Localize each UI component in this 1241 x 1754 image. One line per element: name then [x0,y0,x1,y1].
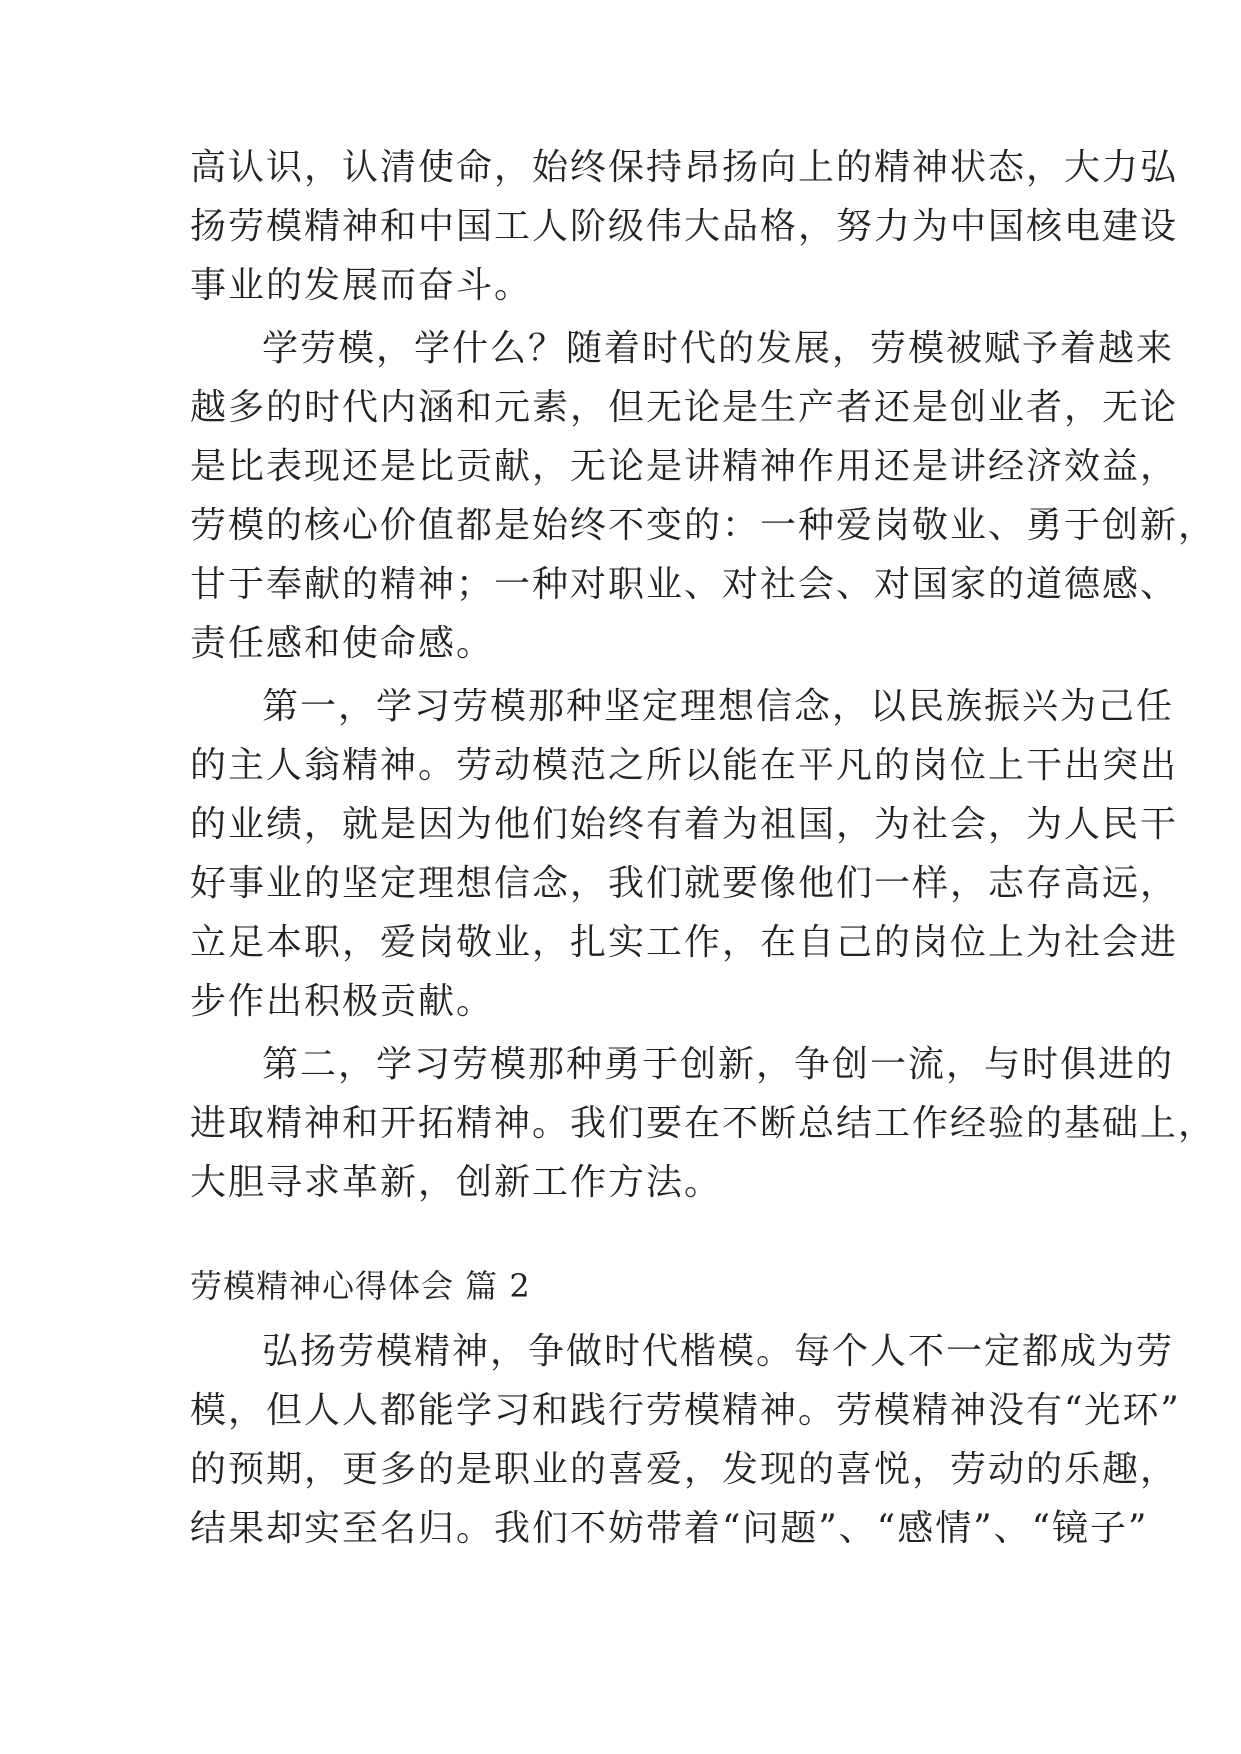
section-heading: 劳模精神心得体会 篇 2 [190,1267,531,1305]
paragraph-3-line-4: 好事业的坚定理想信念，我们就要像他们一样，志存高远， [190,863,1179,904]
paragraph-4-line-2: 进取精神和开拓精神。我们要在不断总结工作经验的基础上， [190,1103,1217,1144]
paragraph-2-line-2: 越多的时代内涵和元素，但无论是生产者还是创业者，无论 [190,387,1179,428]
paragraph-3-line-5: 立足本职，爱岗敬业，扎实工作，在自己的岗位上为社会进 [190,922,1179,963]
paragraph-3-line-6: 步作出积极贡献。 [190,981,495,1022]
section-2-line-1: 弘扬劳模精神，争做时代楷模。每个人不一定都成为劳 [262,1331,1175,1372]
paragraph-3-line-1: 第一，学习劳模那种坚定理想信念，以民族振兴为己任 [262,686,1175,727]
paragraph-2-line-6: 责任感和使命感。 [190,623,495,664]
paragraph-2-line-3: 是比表现还是比贡献，无论是讲精神作用还是讲经济效益， [190,446,1179,487]
paragraph-4-line-3: 大胆寻求革新，创新工作方法。 [190,1162,723,1203]
paragraph-1-line-1: 高认识，认清使命，始终保持昂扬向上的精神状态，大力弘 [190,147,1179,188]
paragraph-1-line-3: 事业的发展而奋斗。 [190,265,533,306]
section-2-line-4: 结果却实至名归。我们不妨带着“问题”、“感情”、“镜子” [190,1508,1149,1549]
paragraph-2-line-1: 学劳模，学什么？随着时代的发展，劳模被赋予着越来 [262,328,1175,369]
paragraph-4-line-1: 第二，学习劳模那种勇于创新，争创一流，与时俱进的 [262,1044,1175,1085]
section-2-line-3: 的预期，更多的是职业的喜爱，发现的喜悦，劳动的乐趣， [190,1449,1179,1490]
paragraph-3-line-3: 的业绩，就是因为他们始终有着为祖国，为社会，为人民干 [190,804,1179,845]
paragraph-1-line-2: 扬劳模精神和中国工人阶级伟大品格，努力为中国核电建设 [190,206,1179,247]
paragraph-2-line-4: 劳模的核心价值都是始终不变的：一种爱岗敬业、勇于创新， [190,505,1217,546]
paragraph-3-line-2: 的主人翁精神。劳动模范之所以能在平凡的岗位上干出突出 [190,745,1179,786]
paragraph-2-line-5: 甘于奉献的精神；一种对职业、对社会、对国家的道德感、 [190,564,1179,605]
section-2-line-2: 模，但人人都能学习和践行劳模精神。劳模精神没有“光环” [190,1390,1181,1431]
